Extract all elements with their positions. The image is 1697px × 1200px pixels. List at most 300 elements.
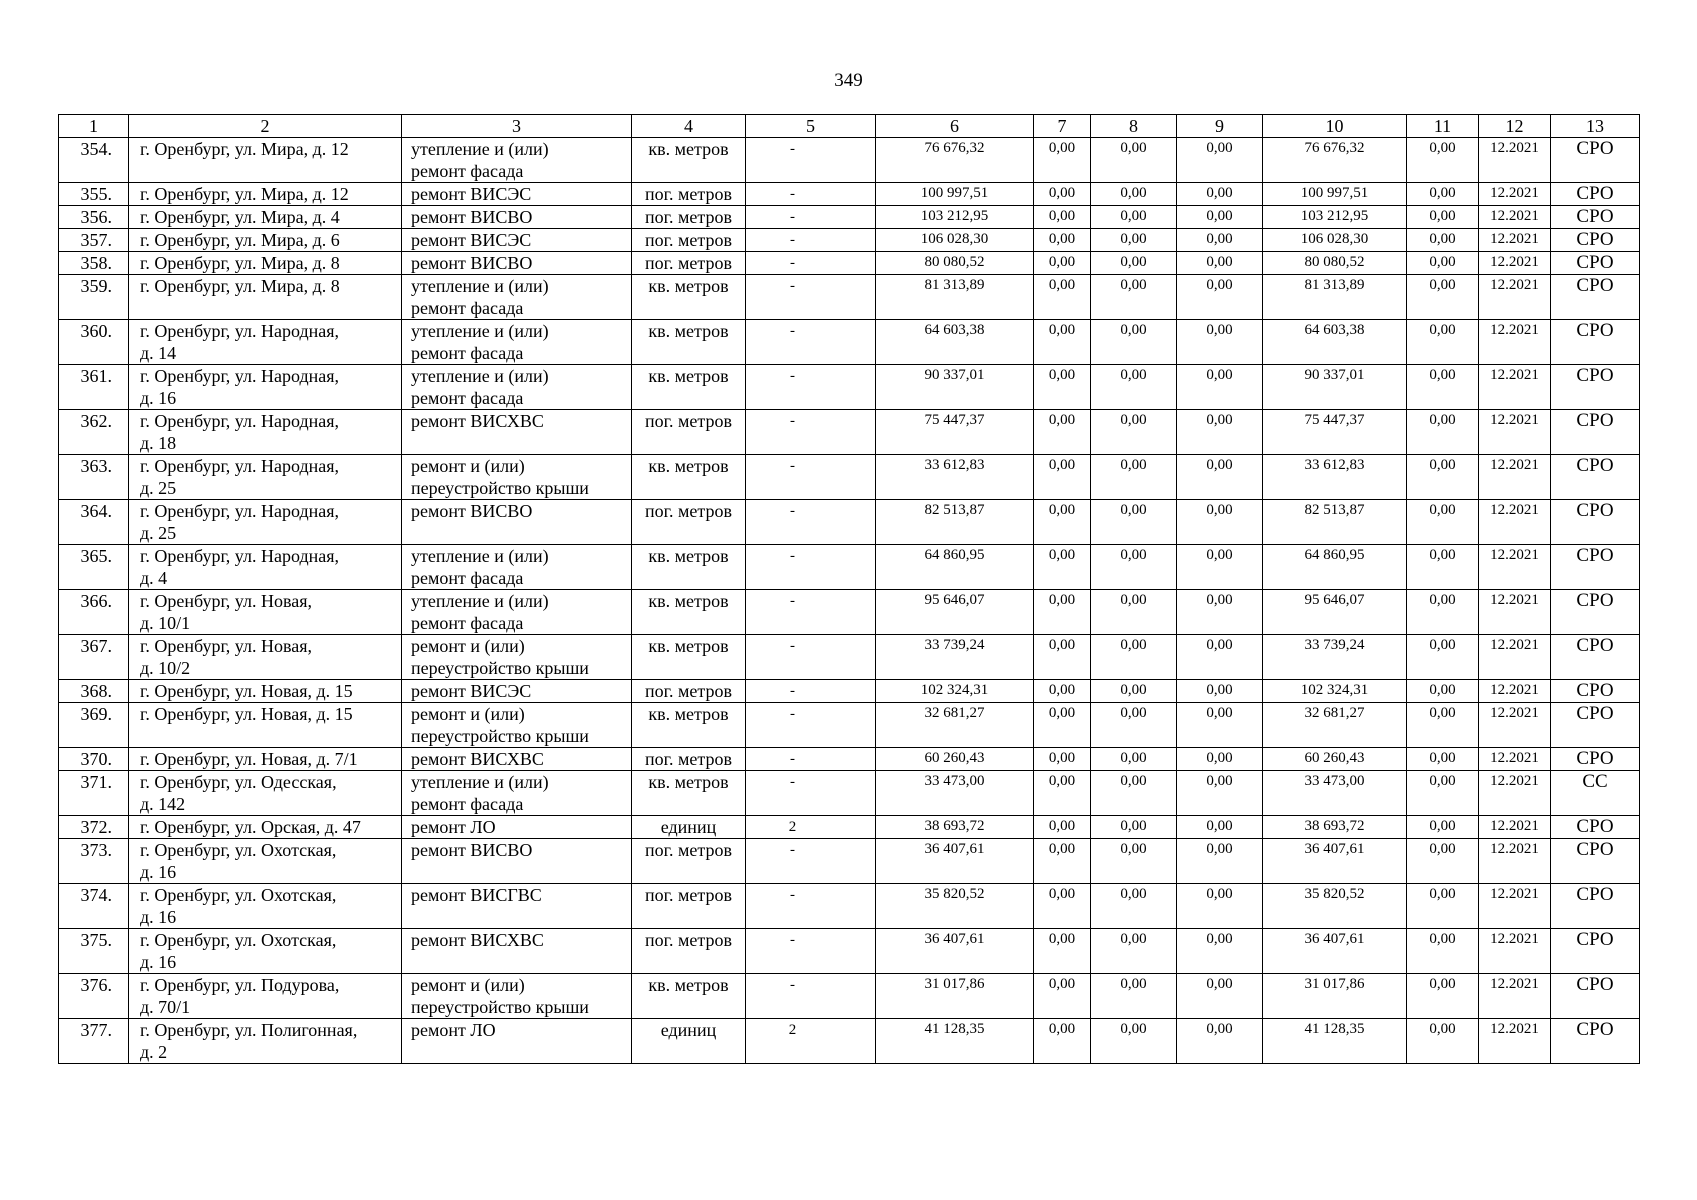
table-row <box>59 974 1640 1019</box>
table-row <box>59 590 1640 635</box>
method-cell: СРО <box>1551 974 1640 1019</box>
work-type-cell-line: ремонт ЛО <box>411 1020 496 1040</box>
col10-cell: 60 260,43 <box>1263 748 1407 771</box>
col10-cell: 36 407,61 <box>1263 929 1407 974</box>
quantity-cell: - <box>746 748 876 771</box>
unit-cell: кв. метров <box>632 365 746 410</box>
method-cell: СРО <box>1551 252 1640 275</box>
unit-cell: пог. метров <box>632 680 746 703</box>
col9-cell: 0,00 <box>1177 545 1263 590</box>
col7-cell: 0,00 <box>1034 635 1091 680</box>
col10-cell: 82 513,87 <box>1263 500 1407 545</box>
table-row <box>59 410 1640 455</box>
address-cell-line: г. Оренбург, ул. Мира, д. 4 <box>140 207 340 227</box>
table-row <box>59 703 1640 748</box>
quantity-cell: - <box>746 680 876 703</box>
address-cell-line: д. 10/2 <box>140 658 191 678</box>
work-type-cell <box>402 229 632 252</box>
col8-cell: 0,00 <box>1091 703 1177 748</box>
work-type-cell <box>402 839 632 884</box>
column-header: 11 <box>1407 115 1479 138</box>
col9-cell: 0,00 <box>1177 229 1263 252</box>
total-cost-cell: 81 313,89 <box>876 275 1034 320</box>
column-header: 12 <box>1479 115 1551 138</box>
unit-cell: пог. метров <box>632 929 746 974</box>
unit-cell: единиц <box>632 1019 746 1064</box>
quantity-cell: - <box>746 252 876 275</box>
address-cell-line: г. Оренбург, ул. Народная, <box>140 321 340 341</box>
work-type-cell <box>402 884 632 929</box>
work-type-cell-line: ремонт ВИСЭС <box>411 230 532 250</box>
method-cell: СРО <box>1551 703 1640 748</box>
address-cell <box>129 884 402 929</box>
total-cost-cell: 90 337,01 <box>876 365 1034 410</box>
work-type-cell-line: переустройство крыши <box>411 726 589 746</box>
work-type-cell-line: переустройство крыши <box>411 478 589 498</box>
total-cost-cell: 100 997,51 <box>876 183 1034 206</box>
col11-cell: 0,00 <box>1407 410 1479 455</box>
col11-cell: 0,00 <box>1407 183 1479 206</box>
work-type-cell-line: ремонт ВИСГВС <box>411 885 542 905</box>
col11-cell: 0,00 <box>1407 635 1479 680</box>
col9-cell: 0,00 <box>1177 206 1263 229</box>
address-cell <box>129 206 402 229</box>
col8-cell: 0,00 <box>1091 590 1177 635</box>
unit-cell: пог. метров <box>632 229 746 252</box>
total-cost-cell: 82 513,87 <box>876 500 1034 545</box>
table-row <box>59 500 1640 545</box>
unit-cell: пог. метров <box>632 500 746 545</box>
work-type-cell <box>402 545 632 590</box>
work-type-cell <box>402 748 632 771</box>
table-row <box>59 635 1640 680</box>
col8-cell: 0,00 <box>1091 410 1177 455</box>
unit-cell: пог. метров <box>632 183 746 206</box>
col9-cell: 0,00 <box>1177 839 1263 884</box>
work-type-cell-line: ремонт ВИСХВС <box>411 411 544 431</box>
col11-cell: 0,00 <box>1407 1019 1479 1064</box>
col7-cell: 0,00 <box>1034 206 1091 229</box>
col11-cell: 0,00 <box>1407 500 1479 545</box>
col10-cell: 64 860,95 <box>1263 545 1407 590</box>
column-header: 4 <box>632 115 746 138</box>
col8-cell: 0,00 <box>1091 929 1177 974</box>
col7-cell: 0,00 <box>1034 365 1091 410</box>
address-cell <box>129 252 402 275</box>
column-header: 1 <box>59 115 129 138</box>
deadline-cell: 12.2021 <box>1479 816 1551 839</box>
method-cell: СС <box>1551 771 1640 816</box>
address-cell-line: г. Оренбург, ул. Охотская, <box>140 885 337 905</box>
total-cost-cell: 106 028,30 <box>876 229 1034 252</box>
col11-cell: 0,00 <box>1407 206 1479 229</box>
quantity-cell: - <box>746 229 876 252</box>
work-type-cell-line: ремонт ВИСХВС <box>411 749 544 769</box>
address-cell <box>129 500 402 545</box>
method-cell: СРО <box>1551 138 1640 183</box>
col8-cell: 0,00 <box>1091 545 1177 590</box>
deadline-cell: 12.2021 <box>1479 839 1551 884</box>
table-row <box>59 320 1640 365</box>
work-type-cell <box>402 635 632 680</box>
table-row <box>59 545 1640 590</box>
column-header: 2 <box>129 115 402 138</box>
quantity-cell: - <box>746 771 876 816</box>
col11-cell: 0,00 <box>1407 275 1479 320</box>
deadline-cell: 12.2021 <box>1479 929 1551 974</box>
col10-cell: 38 693,72 <box>1263 816 1407 839</box>
col11-cell: 0,00 <box>1407 974 1479 1019</box>
row-number: 371. <box>59 771 129 816</box>
col8-cell: 0,00 <box>1091 206 1177 229</box>
table-row <box>59 229 1640 252</box>
row-number: 358. <box>59 252 129 275</box>
table-row <box>59 748 1640 771</box>
table-row <box>59 275 1640 320</box>
total-cost-cell: 35 820,52 <box>876 884 1034 929</box>
total-cost-cell: 36 407,61 <box>876 929 1034 974</box>
col9-cell: 0,00 <box>1177 252 1263 275</box>
col7-cell: 0,00 <box>1034 703 1091 748</box>
col11-cell: 0,00 <box>1407 455 1479 500</box>
col10-cell: 106 028,30 <box>1263 229 1407 252</box>
quantity-cell: - <box>746 635 876 680</box>
col9-cell: 0,00 <box>1177 635 1263 680</box>
address-cell-line: г. Оренбург, ул. Охотская, <box>140 930 337 950</box>
row-number: 366. <box>59 590 129 635</box>
row-number: 373. <box>59 839 129 884</box>
address-cell-line: г. Оренбург, ул. Народная, <box>140 456 340 476</box>
quantity-cell: - <box>746 183 876 206</box>
deadline-cell: 12.2021 <box>1479 500 1551 545</box>
work-type-cell-line: утепление и (или) <box>411 366 549 386</box>
col10-cell: 32 681,27 <box>1263 703 1407 748</box>
work-type-cell <box>402 138 632 183</box>
address-cell-line: г. Оренбург, ул. Новая, д. 15 <box>140 681 353 701</box>
address-cell <box>129 455 402 500</box>
col10-cell: 100 997,51 <box>1263 183 1407 206</box>
table-row <box>59 252 1640 275</box>
row-number: 355. <box>59 183 129 206</box>
row-number: 376. <box>59 974 129 1019</box>
address-cell-line: д. 16 <box>140 388 177 408</box>
column-header: 7 <box>1034 115 1091 138</box>
col10-cell: 33 739,24 <box>1263 635 1407 680</box>
method-cell: СРО <box>1551 680 1640 703</box>
work-type-cell-line: утепление и (или) <box>411 591 549 611</box>
col11-cell: 0,00 <box>1407 839 1479 884</box>
row-number: 354. <box>59 138 129 183</box>
method-cell: СРО <box>1551 545 1640 590</box>
row-number: 377. <box>59 1019 129 1064</box>
col7-cell: 0,00 <box>1034 410 1091 455</box>
col7-cell: 0,00 <box>1034 771 1091 816</box>
quantity-cell: - <box>746 839 876 884</box>
row-number: 374. <box>59 884 129 929</box>
quantity-cell: 2 <box>746 1019 876 1064</box>
col10-cell: 102 324,31 <box>1263 680 1407 703</box>
work-type-cell-line: ремонт и (или) <box>411 975 525 995</box>
address-cell <box>129 748 402 771</box>
col8-cell: 0,00 <box>1091 1019 1177 1064</box>
row-number: 363. <box>59 455 129 500</box>
row-number: 372. <box>59 816 129 839</box>
col7-cell: 0,00 <box>1034 183 1091 206</box>
row-number: 362. <box>59 410 129 455</box>
col8-cell: 0,00 <box>1091 500 1177 545</box>
address-cell-line: г. Оренбург, ул. Полигонная, <box>140 1020 358 1040</box>
col8-cell: 0,00 <box>1091 748 1177 771</box>
address-cell-line: д. 70/1 <box>140 997 191 1017</box>
col11-cell: 0,00 <box>1407 771 1479 816</box>
address-cell <box>129 703 402 748</box>
method-cell: СРО <box>1551 839 1640 884</box>
unit-cell: пог. метров <box>632 410 746 455</box>
col9-cell: 0,00 <box>1177 590 1263 635</box>
deadline-cell: 12.2021 <box>1479 545 1551 590</box>
deadline-cell: 12.2021 <box>1479 590 1551 635</box>
address-cell-line: д. 18 <box>140 433 177 453</box>
total-cost-cell: 76 676,32 <box>876 138 1034 183</box>
work-type-cell-line: ремонт ВИСЭС <box>411 681 532 701</box>
row-number: 357. <box>59 229 129 252</box>
col11-cell: 0,00 <box>1407 252 1479 275</box>
address-cell-line: д. 25 <box>140 523 177 543</box>
col11-cell: 0,00 <box>1407 545 1479 590</box>
table-row <box>59 183 1640 206</box>
work-type-cell-line: ремонт фасада <box>411 161 524 181</box>
deadline-cell: 12.2021 <box>1479 748 1551 771</box>
method-cell: СРО <box>1551 816 1640 839</box>
unit-cell: кв. метров <box>632 545 746 590</box>
col10-cell: 33 612,83 <box>1263 455 1407 500</box>
col9-cell: 0,00 <box>1177 410 1263 455</box>
col9-cell: 0,00 <box>1177 748 1263 771</box>
col10-cell: 80 080,52 <box>1263 252 1407 275</box>
work-type-cell <box>402 320 632 365</box>
col7-cell: 0,00 <box>1034 500 1091 545</box>
col10-cell: 103 212,95 <box>1263 206 1407 229</box>
work-type-cell <box>402 365 632 410</box>
deadline-cell: 12.2021 <box>1479 974 1551 1019</box>
col10-cell: 76 676,32 <box>1263 138 1407 183</box>
address-cell-line: г. Оренбург, ул. Народная, <box>140 411 340 431</box>
work-type-cell-line: ремонт фасада <box>411 568 524 588</box>
work-type-cell-line: ремонт ВИСВО <box>411 501 533 521</box>
col10-cell: 75 447,37 <box>1263 410 1407 455</box>
work-type-cell <box>402 703 632 748</box>
address-cell <box>129 320 402 365</box>
column-header: 13 <box>1551 115 1640 138</box>
address-cell-line: д. 4 <box>140 568 168 588</box>
deadline-cell: 12.2021 <box>1479 1019 1551 1064</box>
column-header: 9 <box>1177 115 1263 138</box>
quantity-cell: - <box>746 365 876 410</box>
unit-cell: пог. метров <box>632 748 746 771</box>
col11-cell: 0,00 <box>1407 590 1479 635</box>
address-cell-line: г. Оренбург, ул. Охотская, <box>140 840 337 860</box>
total-cost-cell: 103 212,95 <box>876 206 1034 229</box>
col7-cell: 0,00 <box>1034 138 1091 183</box>
work-type-cell <box>402 455 632 500</box>
col7-cell: 0,00 <box>1034 229 1091 252</box>
table-header-row <box>59 115 1640 138</box>
unit-cell: пог. метров <box>632 206 746 229</box>
col9-cell: 0,00 <box>1177 929 1263 974</box>
address-cell-line: г. Оренбург, ул. Орская, д. 47 <box>140 817 361 837</box>
deadline-cell: 12.2021 <box>1479 252 1551 275</box>
row-number: 361. <box>59 365 129 410</box>
quantity-cell: - <box>746 884 876 929</box>
work-type-cell-line: переустройство крыши <box>411 997 589 1017</box>
work-type-cell-line: ремонт ВИСВО <box>411 840 533 860</box>
col9-cell: 0,00 <box>1177 320 1263 365</box>
col9-cell: 0,00 <box>1177 884 1263 929</box>
unit-cell: кв. метров <box>632 771 746 816</box>
col7-cell: 0,00 <box>1034 320 1091 365</box>
row-number: 368. <box>59 680 129 703</box>
work-type-cell-line: ремонт ВИСВО <box>411 253 533 273</box>
table-row <box>59 138 1640 183</box>
col8-cell: 0,00 <box>1091 455 1177 500</box>
address-cell-line: д. 16 <box>140 862 177 882</box>
address-cell-line: д. 16 <box>140 907 177 927</box>
address-cell-line: г. Оренбург, ул. Народная, <box>140 501 340 521</box>
unit-cell: пог. метров <box>632 884 746 929</box>
row-number: 360. <box>59 320 129 365</box>
unit-cell: кв. метров <box>632 635 746 680</box>
work-type-cell <box>402 183 632 206</box>
col7-cell: 0,00 <box>1034 929 1091 974</box>
unit-cell: пог. метров <box>632 252 746 275</box>
address-cell-line: г. Оренбург, ул. Мира, д. 8 <box>140 276 340 296</box>
work-type-cell <box>402 816 632 839</box>
col11-cell: 0,00 <box>1407 703 1479 748</box>
quantity-cell: - <box>746 500 876 545</box>
quantity-cell: - <box>746 929 876 974</box>
unit-cell: единиц <box>632 816 746 839</box>
deadline-cell: 12.2021 <box>1479 275 1551 320</box>
col11-cell: 0,00 <box>1407 884 1479 929</box>
method-cell: СРО <box>1551 365 1640 410</box>
work-type-cell-line: ремонт фасада <box>411 298 524 318</box>
row-number: 367. <box>59 635 129 680</box>
col10-cell: 90 337,01 <box>1263 365 1407 410</box>
total-cost-cell: 95 646,07 <box>876 590 1034 635</box>
deadline-cell: 12.2021 <box>1479 635 1551 680</box>
deadline-cell: 12.2021 <box>1479 206 1551 229</box>
unit-cell: кв. метров <box>632 703 746 748</box>
address-cell-line: д. 16 <box>140 952 177 972</box>
col8-cell: 0,00 <box>1091 275 1177 320</box>
col9-cell: 0,00 <box>1177 275 1263 320</box>
unit-cell: кв. метров <box>632 138 746 183</box>
address-cell <box>129 974 402 1019</box>
col7-cell: 0,00 <box>1034 680 1091 703</box>
col10-cell: 95 646,07 <box>1263 590 1407 635</box>
table-row <box>59 816 1640 839</box>
work-type-cell-line: ремонт фасада <box>411 343 524 363</box>
address-cell-line: г. Оренбург, ул. Новая, <box>140 591 313 611</box>
col8-cell: 0,00 <box>1091 183 1177 206</box>
col8-cell: 0,00 <box>1091 884 1177 929</box>
quantity-cell: - <box>746 974 876 1019</box>
table-row <box>59 1019 1640 1064</box>
work-type-cell-line: переустройство крыши <box>411 658 589 678</box>
address-cell <box>129 635 402 680</box>
table-row <box>59 365 1640 410</box>
col9-cell: 0,00 <box>1177 680 1263 703</box>
table-row <box>59 839 1640 884</box>
col9-cell: 0,00 <box>1177 974 1263 1019</box>
column-header: 3 <box>402 115 632 138</box>
table-row <box>59 771 1640 816</box>
unit-cell: кв. метров <box>632 320 746 365</box>
method-cell: СРО <box>1551 275 1640 320</box>
method-cell: СРО <box>1551 455 1640 500</box>
address-cell-line: д. 2 <box>140 1042 168 1062</box>
quantity-cell: - <box>746 545 876 590</box>
col8-cell: 0,00 <box>1091 138 1177 183</box>
work-type-cell-line: ремонт ВИСЭС <box>411 184 532 204</box>
work-type-cell-line: утепление и (или) <box>411 546 549 566</box>
work-type-cell-line: ремонт и (или) <box>411 456 525 476</box>
col7-cell: 0,00 <box>1034 839 1091 884</box>
method-cell: СРО <box>1551 183 1640 206</box>
address-cell <box>129 183 402 206</box>
col11-cell: 0,00 <box>1407 320 1479 365</box>
deadline-cell: 12.2021 <box>1479 884 1551 929</box>
work-type-cell-line: ремонт фасада <box>411 613 524 633</box>
address-cell-line: г. Оренбург, ул. Мира, д. 8 <box>140 253 340 273</box>
deadline-cell: 12.2021 <box>1479 138 1551 183</box>
method-cell: СРО <box>1551 229 1640 252</box>
col10-cell: 64 603,38 <box>1263 320 1407 365</box>
address-cell <box>129 839 402 884</box>
address-cell-line: г. Оренбург, ул. Мира, д. 12 <box>140 184 349 204</box>
col8-cell: 0,00 <box>1091 974 1177 1019</box>
work-type-cell <box>402 275 632 320</box>
method-cell: СРО <box>1551 884 1640 929</box>
table-row <box>59 680 1640 703</box>
table-row <box>59 206 1640 229</box>
column-header: 8 <box>1091 115 1177 138</box>
address-cell <box>129 680 402 703</box>
col7-cell: 0,00 <box>1034 590 1091 635</box>
deadline-cell: 12.2021 <box>1479 771 1551 816</box>
col8-cell: 0,00 <box>1091 229 1177 252</box>
total-cost-cell: 38 693,72 <box>876 816 1034 839</box>
row-number: 356. <box>59 206 129 229</box>
quantity-cell: - <box>746 703 876 748</box>
quantity-cell: 2 <box>746 816 876 839</box>
column-header: 5 <box>746 115 876 138</box>
address-cell <box>129 590 402 635</box>
address-cell-line: г. Оренбург, ул. Народная, <box>140 366 340 386</box>
col8-cell: 0,00 <box>1091 680 1177 703</box>
total-cost-cell: 32 681,27 <box>876 703 1034 748</box>
page-number: 349 <box>834 70 863 91</box>
work-type-cell <box>402 590 632 635</box>
total-cost-cell: 36 407,61 <box>876 839 1034 884</box>
col8-cell: 0,00 <box>1091 252 1177 275</box>
total-cost-cell: 33 612,83 <box>876 455 1034 500</box>
work-type-cell <box>402 206 632 229</box>
col11-cell: 0,00 <box>1407 229 1479 252</box>
method-cell: СРО <box>1551 748 1640 771</box>
total-cost-cell: 41 128,35 <box>876 1019 1034 1064</box>
method-cell: СРО <box>1551 635 1640 680</box>
